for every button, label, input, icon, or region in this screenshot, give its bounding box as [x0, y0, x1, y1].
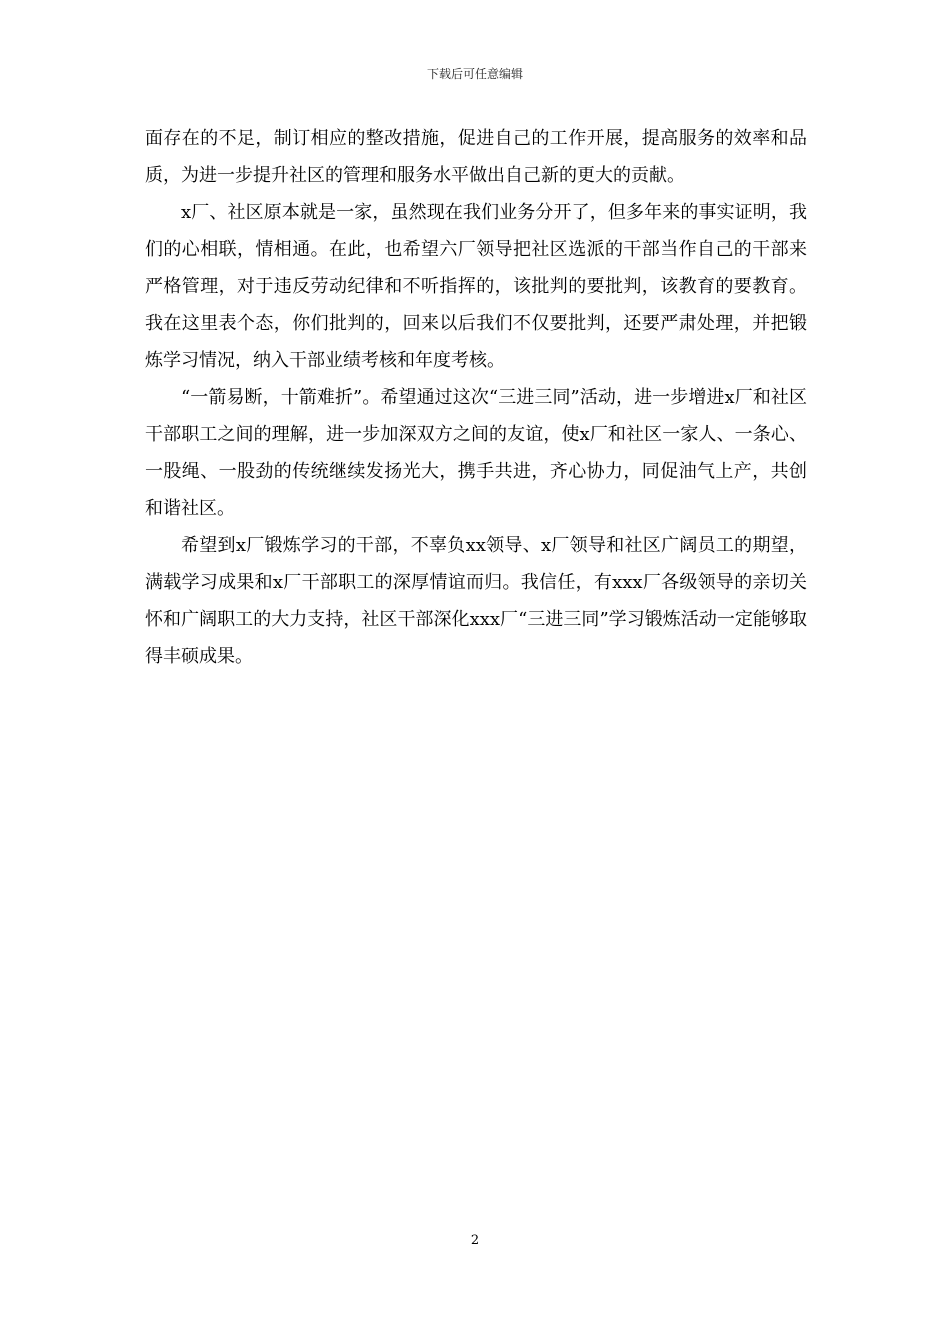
document-body — [145, 120, 807, 675]
paragraph-4: 希望到x厂锻炼学习的干部，不辜负xx领导、x厂领导和社区广阔员工的期望，满载学习成果和x厂干部职工的深厚情谊而归。我信任，有xxx厂各级领导的亲切关怀和广阔职工的大力支持，社区干部深化xxx厂“三进三同”学习锻炼活动一定能够取得丰硕成果。 — [145, 535, 807, 667]
paragraph-1: 面存在的不足，制订相应的整改措施，促进自己的工作开展，提高服务的效率和品质，为进一步提升社区的管理和服务水平做出自己新的更大的贡献。 — [145, 128, 807, 186]
paragraph-3: “一箭易断，十箭难折”。希望通过这次“三进三同”活动，进一步增进x厂和社区干部职工之间的理解，进一步加深双方之间的友谊，使x厂和社区一家人、一条心、一股绳、一股劲的传统继续发扬光大，携手共进，齐心协力，同促油气上产，共创和谐社区。 — [145, 387, 807, 519]
paragraph-2: x厂、社区原本就是一家，虽然现在我们业务分开了，但多年来的事实证明，我们的心相联，情相通。在此，也希望六厂领导把社区选派的干部当作自己的干部来严格管理，对于违反劳动纪律和不听指挥的，该批判的要批判，该教育的要教育。我在这里表个态，你们批判的，回来以后我们不仅要批判，还要严肃处理，并把锻炼学习情况，纳入干部业绩考核和年度考核。 — [145, 202, 807, 371]
page-number: 2 — [470, 1233, 480, 1248]
page-header: 下载后可任意编辑 — [426, 67, 523, 81]
